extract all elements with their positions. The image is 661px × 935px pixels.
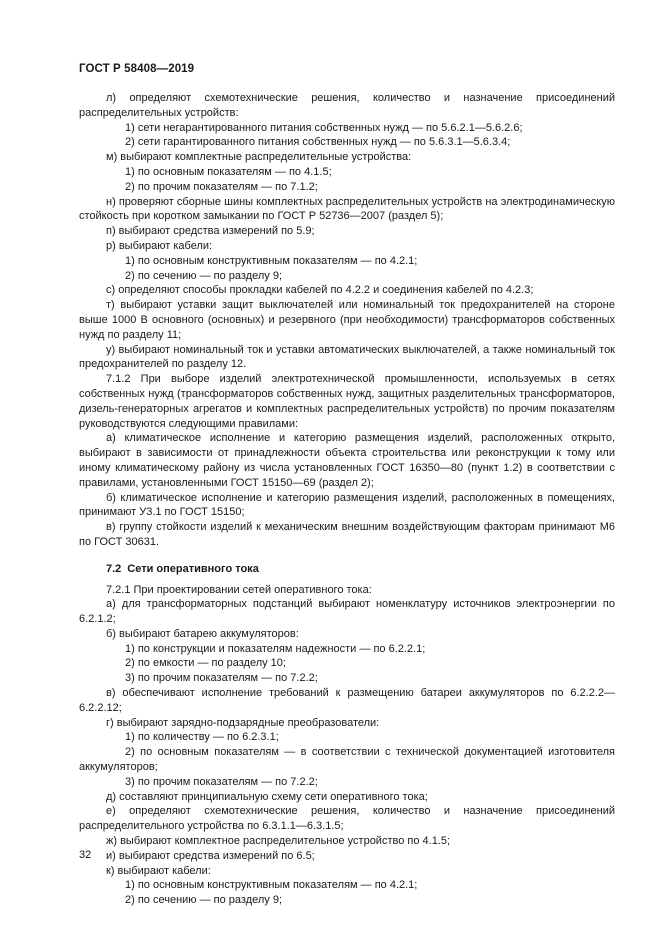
paragraph: 2) по емкости — по разделу 10; — [125, 657, 286, 670]
paragraph: 2) по сечению — по разделу 9; — [125, 269, 283, 282]
section-title: Сети оперативного тока — [127, 562, 259, 575]
paragraph: в) группу стойкости изделий к механическим внешним воздействующим факторам принимают М6 по ГОСТ 30631. — [79, 521, 615, 548]
paragraph: р) выбирают кабели: — [106, 239, 213, 252]
paragraph: б) климатическое исполнение и категорию размещения изделий, расположенных в помещениях, принимают У3.1 по ГОСТ 15150; — [79, 491, 615, 519]
paragraph: а) климатическое исполнение и категорию размещения изделий, расположенных открыто, выбирают в зависимости от принадлежности объекта строительства или реконструкции к тому или иному климатическому району из числа установленных ГОСТ 16350—80 (пункт 1.2) в соответствии с правилами, установленными ГОСТ 15150—69 (раздел 2); — [79, 432, 615, 489]
section-heading — [79, 562, 615, 577]
paragraph: 1) по основным показателям — по 4.1.5; — [125, 165, 332, 178]
paragraph: 1) по количеству — по 6.2.3.1; — [125, 731, 279, 744]
paragraph: 2) по основным показателям — в соответствии с технической документацией изготовителя аккумуляторов; — [79, 746, 615, 774]
paragraph: 2) по сечению — по разделу 9; — [125, 894, 283, 907]
paragraph: 1) по основным конструктивным показателям — по 4.2.1; — [125, 879, 418, 892]
paragraph: 3) по прочим показателям — по 7.2.2; — [125, 672, 318, 685]
paragraph: с) определяют способы прокладки кабелей по 4.2.2 и соединения кабелей по 4.2.3; — [106, 284, 534, 297]
text-block-7-1 — [79, 91, 615, 550]
paragraph: е) определяют схемотехнические решения, количество и назначение присоединений распределительного устройства по 6.3.1.1—6.3.1.5; — [79, 805, 615, 833]
paragraph: г) выбирают зарядно-подзарядные преобразователи: — [106, 716, 380, 729]
document-header: ГОСТ Р 58408—2019 — [79, 63, 195, 75]
paragraph: ж) выбирают комплектное распределительное устройство по 4.1.5; — [106, 835, 451, 848]
paragraph: у) выбирают номинальный ток и уставки автоматических выключателей, а также номинальный ток предохранителей по разделу 12. — [79, 343, 615, 371]
paragraph: п) выбирают средства измерений по 5.9; — [106, 225, 315, 238]
paragraph: 7.1.2 При выборе изделий электротехнической промышленности, используемых в сетях собственных нужд (трансформаторов собственных нужд, защитных разделительных трансформаторов, дизель-генераторных агрегатов и комплектных распределительных устройств) по прочим показателям руководствуются следующими правилами: — [79, 373, 615, 430]
paragraph: н) проверяют сборные шины комплектных распределительных устройств на электродинамическую стойкость при коротком замыкании по ГОСТ Р 52736—2007 (раздел 5); — [79, 195, 615, 223]
paragraph: 2) по прочим показателям — по 7.1.2; — [125, 180, 318, 193]
paragraph: д) составляют принципиальную схему сети оперативного тока; — [106, 790, 428, 803]
paragraph: 7.2.1 При проектировании сетей оперативного тока: — [106, 583, 372, 596]
text-block-7-2 — [79, 583, 615, 909]
paragraph: м) выбирают комплектные распределительные устройства: — [106, 151, 412, 164]
paragraph: к) выбирают кабели: — [106, 864, 211, 877]
paragraph: 1) по конструкции и показателям надежности — по 6.2.2.1; — [125, 642, 426, 655]
paragraph: 1) сети негарантированного питания собственных нужд — по 5.6.2.1—5.6.2.6; — [125, 121, 523, 134]
page-number: 32 — [79, 849, 92, 861]
section-number: 7.2 — [106, 562, 122, 575]
document-body — [79, 91, 615, 908]
paragraph: в) обеспечивают исполнение требований к размещению батареи аккумуляторов по 6.2.2.2—6.2.2.12; — [79, 687, 615, 714]
paragraph: б) выбирают батарею аккумуляторов: — [106, 627, 299, 640]
paragraph: и) выбирают средства измерений по 6.5; — [106, 849, 315, 862]
paragraph: 2) сети гарантированного питания собственных нужд — по 5.6.3.1—5.6.3.4; — [125, 136, 511, 149]
paragraph: л) определяют схемотехнические решения, количество и назначение присоединений распределительных устройств: — [79, 92, 615, 119]
paragraph: 1) по основным конструктивным показателям — по 4.2.1; — [125, 254, 418, 267]
paragraph: 3) по прочим показателям — по 7.2.2; — [125, 775, 318, 788]
paragraph: а) для трансформаторных подстанций выбирают номенклатуру источников электроэнергии по 6.2.1.2; — [79, 598, 615, 626]
paragraph: т) выбирают уставки защит выключателей или номинальный ток предохранителей на стороне выше 1000 В основного (основных) и резервного (при необходимости) трансформаторов собственных нужд по разделу 11; — [79, 299, 615, 341]
